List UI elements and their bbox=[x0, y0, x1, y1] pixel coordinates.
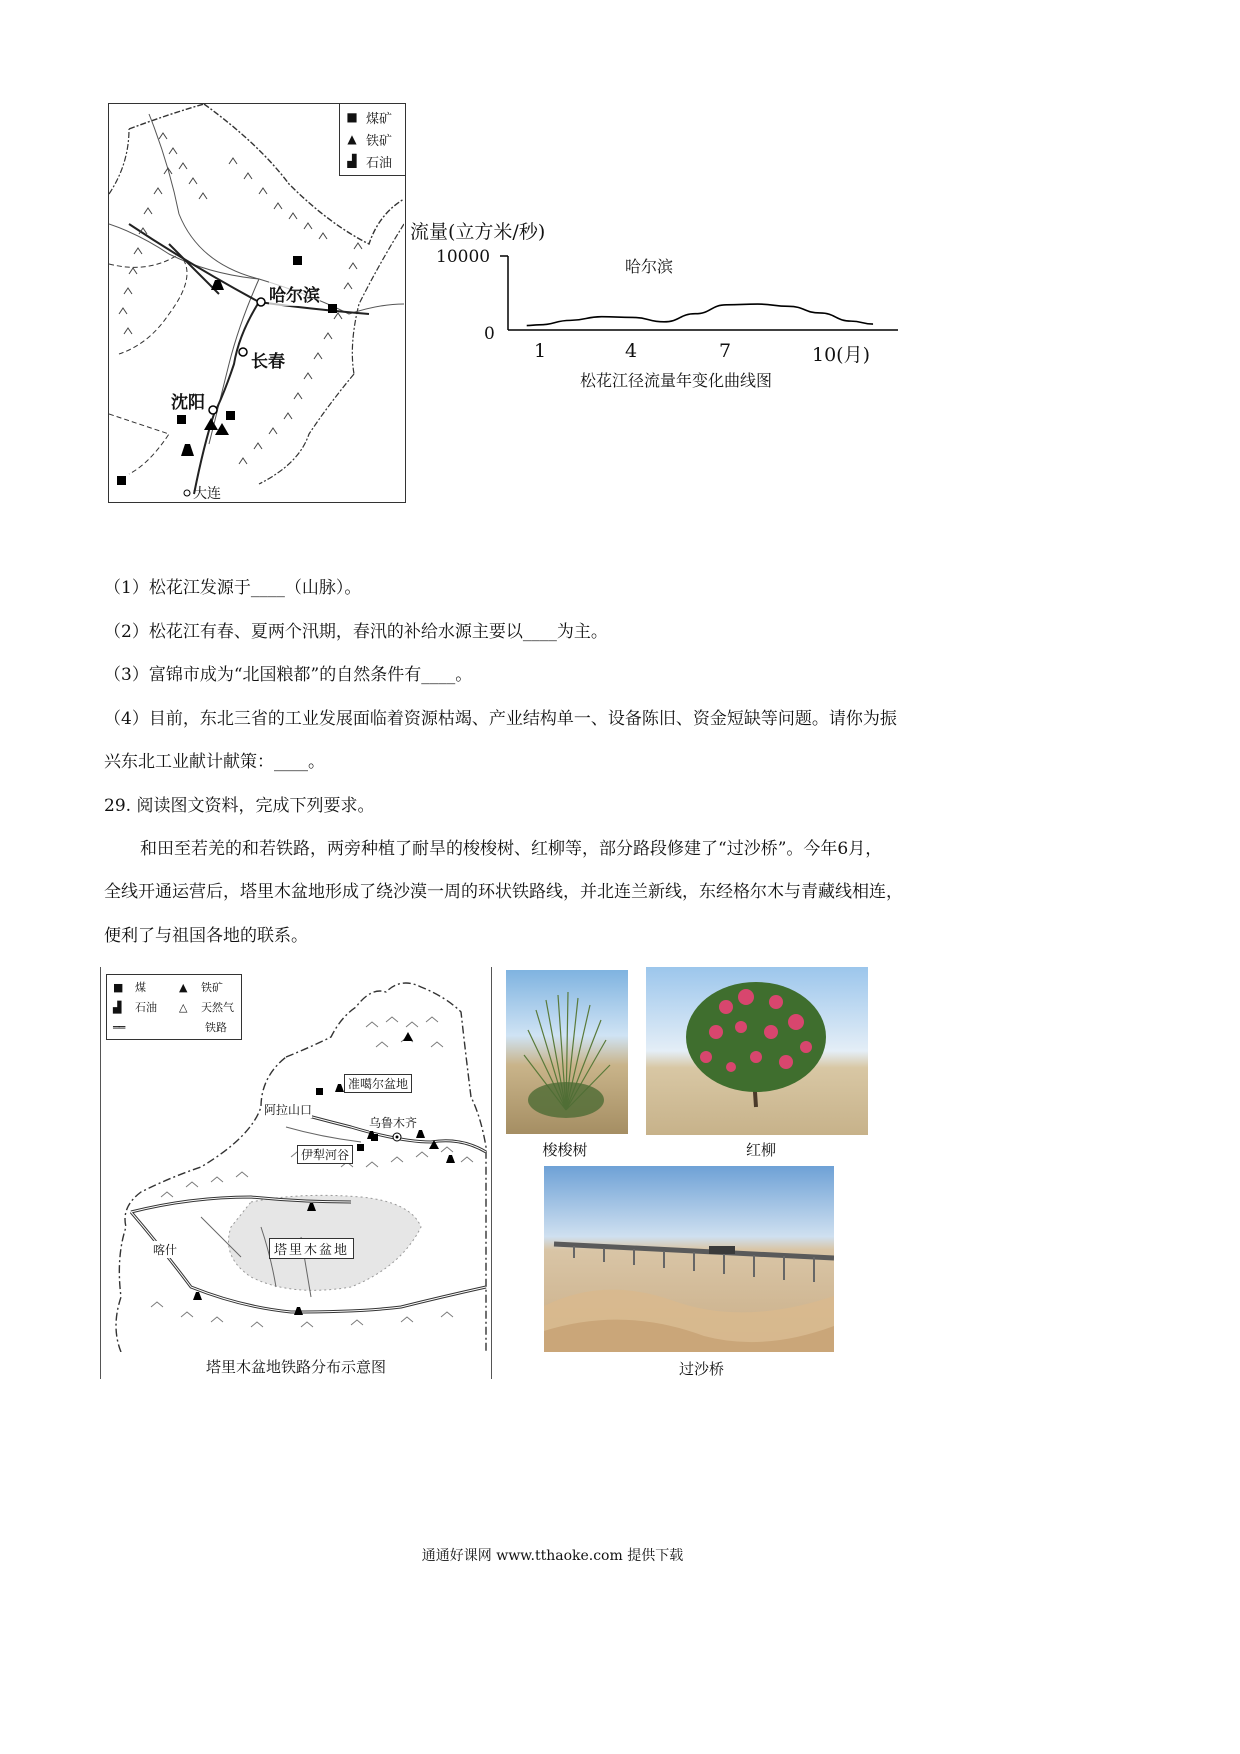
legend-railway: ══ 铁路 bbox=[113, 1020, 227, 1034]
question-3: （3）富锦市成为“北国粮都”的自然条件有____。 bbox=[104, 665, 473, 685]
legend-oil: ▟ 石油 bbox=[113, 1000, 157, 1014]
question-2: （2）松花江有春、夏两个汛期，春汛的补给水源主要以____为主。 bbox=[104, 622, 608, 642]
question-1: （1）松花江发源于____（山脉）。 bbox=[104, 578, 362, 598]
chart-station-label: 哈尔滨 bbox=[625, 257, 674, 276]
photo-hongliu bbox=[646, 967, 868, 1135]
railway-icon: ══ bbox=[113, 1020, 125, 1034]
legend-iron: ▲ 铁矿 bbox=[344, 128, 401, 150]
caption-suosuo: 梭梭树 bbox=[542, 1141, 588, 1159]
gas-icon: △ bbox=[179, 1000, 188, 1014]
legend-iron: ▲ 铁矿 bbox=[179, 980, 223, 994]
hongliu-tree-icon bbox=[646, 967, 868, 1135]
suosuo-tree-icon bbox=[506, 970, 628, 1134]
label-urumqi: 乌鲁木齐 bbox=[369, 1116, 418, 1130]
northeast-map-legend bbox=[339, 103, 406, 176]
label-kashgar: 喀什 bbox=[153, 1243, 178, 1257]
question-4-line2: 兴东北工业献计献策：____。 bbox=[104, 752, 325, 772]
oil-icon: ▟ bbox=[113, 1000, 122, 1014]
legend-gas: △ 天然气 bbox=[179, 1000, 234, 1014]
q29-para-line2: 全线开通运营后，塔里木盆地形成了绕沙漠一周的环状铁路线，并北连兰新线，东经格尔木与青藏线相连， bbox=[104, 882, 903, 902]
coal-icon: ■ bbox=[346, 110, 358, 124]
label-alashan: 阿拉山口 bbox=[264, 1103, 313, 1117]
caption-hongliu: 红柳 bbox=[745, 1141, 776, 1159]
tarim-map bbox=[100, 967, 492, 1379]
legend-coal: ■ 煤 bbox=[113, 980, 146, 994]
photo-suosuo bbox=[506, 970, 628, 1134]
chart-title: 松花江径流量年变化曲线图 bbox=[580, 371, 773, 390]
question-4-line1: （4）目前，东北三省的工业发展面临着资源枯竭、产业结构单一、设备陈旧、资金短缺等问题。请你为振 bbox=[104, 709, 897, 729]
chart-ytick-top: 10000 bbox=[436, 247, 491, 267]
caption-bridge: 过沙桥 bbox=[678, 1360, 724, 1378]
legend-oil: ▟ 石油 bbox=[344, 150, 401, 172]
chart-xtick-4: 4 bbox=[625, 340, 638, 362]
q29-para-line3: 便利了与祖国各地的联系。 bbox=[104, 926, 308, 946]
tarim-map-legend bbox=[106, 974, 242, 1040]
chart-xtick-10: 10(月) bbox=[812, 344, 871, 366]
city-changchun: 长春 bbox=[251, 347, 285, 372]
photo-bridge bbox=[544, 1166, 834, 1352]
sand-bridge-icon bbox=[544, 1166, 834, 1352]
runoff-chart bbox=[400, 212, 910, 392]
oil-icon: ▟ bbox=[347, 154, 357, 168]
legend-coal: ■ 煤矿 bbox=[344, 106, 401, 128]
chart-ylabel: 流量(立方米/秒) bbox=[410, 221, 546, 243]
page-footer: 通通好课网 www.tthaoke.com 提供下载 bbox=[421, 1548, 684, 1564]
runoff-line bbox=[527, 304, 873, 325]
chart-xtick-1: 1 bbox=[534, 340, 547, 362]
chart-xtick-7: 7 bbox=[719, 340, 732, 362]
city-shenyang: 沈阳 bbox=[171, 388, 205, 413]
iron-icon: ▲ bbox=[347, 132, 357, 146]
chart-ytick-bottom: 0 bbox=[484, 324, 495, 344]
label-tarim: 塔里木盆地 bbox=[269, 1238, 354, 1259]
northeast-map bbox=[108, 103, 406, 503]
city-harbin: 哈尔滨 bbox=[269, 281, 320, 306]
label-junggar: 准噶尔盆地 bbox=[344, 1074, 412, 1093]
coal-icon: ■ bbox=[113, 980, 124, 994]
q29-para-line1: 和田至若羌的和若铁路，两旁种植了耐旱的梭梭树、红柳等，部分路段修建了“过沙桥”。今年6月， bbox=[140, 839, 883, 859]
question-29-title: 29. 阅读图文资料，完成下列要求。 bbox=[104, 796, 375, 816]
label-yili: 伊犁河谷 bbox=[297, 1145, 353, 1164]
city-dalian: 大连 bbox=[193, 486, 221, 502]
tarim-map-caption: 塔里木盆地铁路分布示意图 bbox=[205, 1358, 386, 1376]
iron-icon: ▲ bbox=[179, 980, 188, 994]
